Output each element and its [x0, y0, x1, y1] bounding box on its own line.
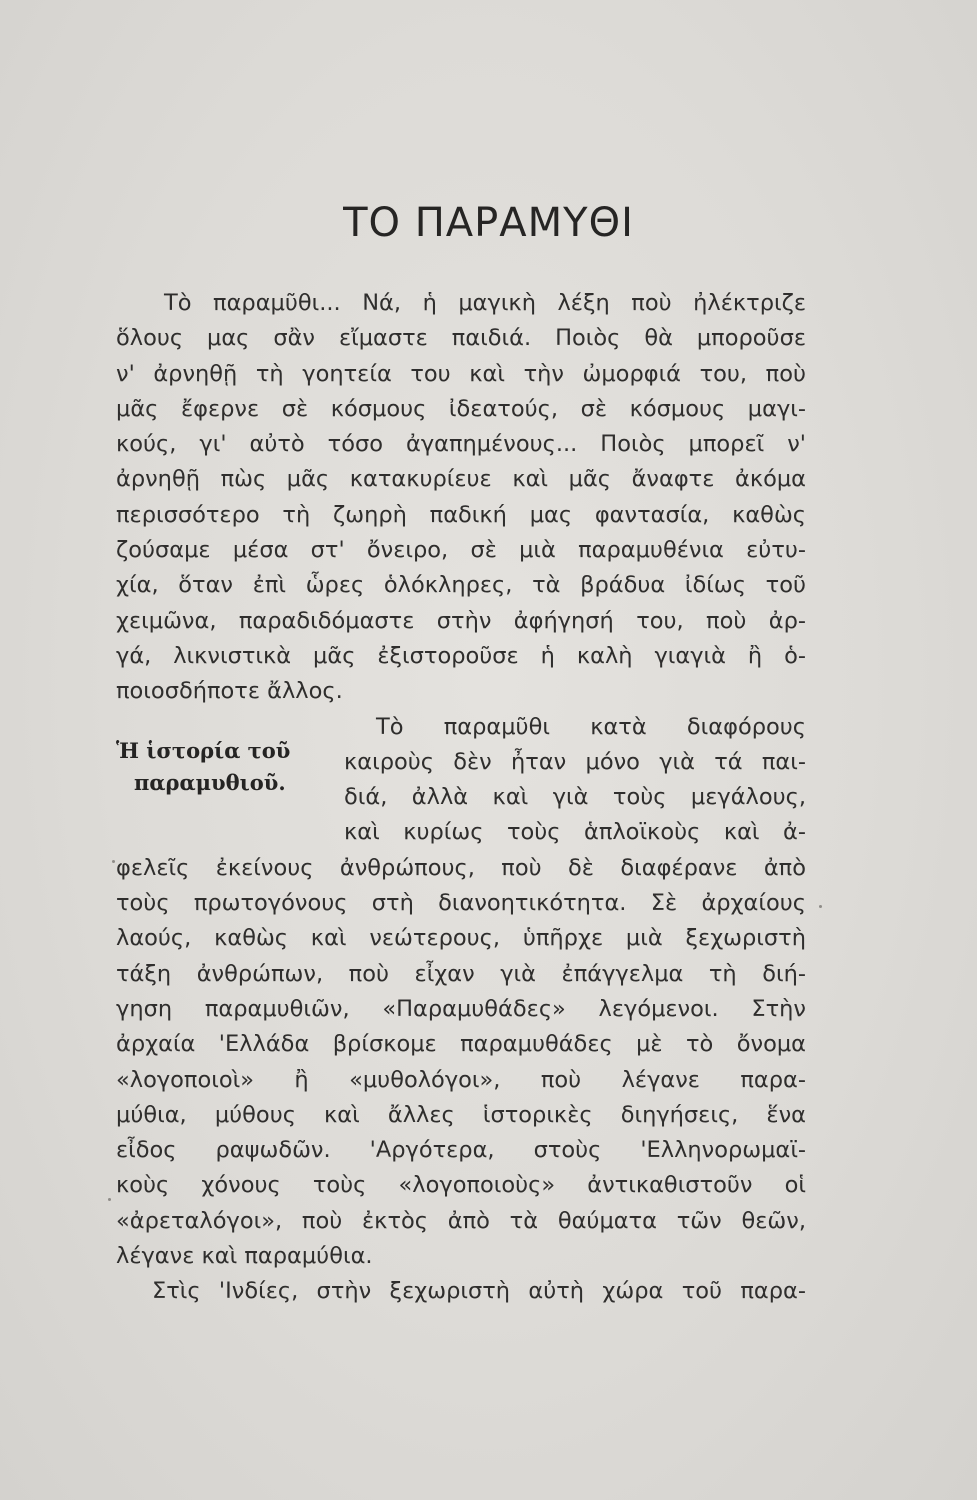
text-line: «λογοποιοὶ» ἢ «μυθολόγοι», ποὺ λέγανε παρα-	[116, 1066, 806, 1093]
chapter-title: ΤΟ ΠΑΡΑΜΥΘΙ	[343, 200, 634, 246]
text-line: ποιοσδήποτε ἄλλος.	[116, 678, 343, 705]
text-line: τάξη ἀνθρώπων, ποὺ εἶχαν γιὰ ἐπάγγελμα τὴ διή-	[116, 960, 806, 987]
text-line: κούς, γι' αὐτὸ τόσο ἀγαπημένους... Ποιὸς μπορεῖ ν'	[116, 431, 806, 458]
text-line: καὶ κυρίως τοὺς ἁπλοϊκοὺς καὶ ἀ-	[344, 819, 806, 846]
paper-speck	[819, 905, 822, 908]
text-line: Στὶς 'Ινδίες, στὴν ξεχωριστὴ αὐτὴ χώρα τοῦ παρα-	[152, 1278, 806, 1305]
margin-note-line: Ἡ ἱστορία τοῦ	[116, 738, 291, 763]
text-line: Τὸ παραμῦθι κατὰ διαφόρους	[376, 713, 806, 740]
margin-note-line: παραμυθιοῦ.	[134, 770, 286, 795]
text-line: γά, λικνιστικὰ μᾶς ἐξιστοροῦσε ἡ καλὴ γιαγιὰ ἢ ὁ-	[116, 642, 806, 669]
text-line: λέγανε καὶ παραμύθια.	[116, 1243, 373, 1270]
text-line: λαούς, καθὼς καὶ νεώτερους, ὑπῆρχε μιὰ ξεχωριστὴ	[116, 925, 806, 952]
text-line: φελεῖς ἐκείνους ἀνθρώπους, ποὺ δὲ διαφέρανε ἀπὸ	[116, 854, 806, 881]
text-line: Τὸ παραμῦθι... Νά, ἡ μαγικὴ λέξη ποὺ ἠλέκτριζε	[164, 290, 806, 316]
paper-speck	[112, 860, 115, 863]
text-line: ἀρνηθῇ πὼς μᾶς κατακυρίευε καὶ μᾶς ἄναφτε ἀκόμα	[116, 466, 806, 493]
text-line: διά, ἀλλὰ καὶ γιὰ τοὺς μεγάλους,	[344, 784, 806, 811]
paper-speck	[108, 1198, 111, 1201]
text-line: «ἀρεταλόγοι», ποὺ ἐκτὸς ἀπὸ τὰ θαύματα τῶν θεῶν,	[116, 1207, 806, 1234]
text-line: κοὺς χόνους τοὺς «λογοποιοὺς» ἀντικαθιστοῦν οἱ	[116, 1172, 806, 1199]
text-line: ν' ἀρνηθῇ τὴ γοητεία του καὶ τὴν ὠμορφιά του, ποὺ	[116, 360, 806, 387]
text-line: ἀρχαία 'Ελλάδα βρίσκομε παραμυθάδες μὲ τὸ ὄνομα	[116, 1031, 806, 1058]
text-line: μύθια, μύθους καὶ ἄλλες ἱστορικὲς διηγήσεις, ἕνα	[116, 1101, 806, 1128]
body-text	[116, 286, 806, 1310]
text-line: περισσότερο τὴ ζωηρὴ παδική μας φαντασία, καθὼς	[116, 501, 806, 528]
text-line: χία, ὅταν ἐπὶ ὧρες ὁλόκληρες, τὰ βράδυα ἰδίως τοῦ	[116, 572, 806, 599]
text-line: ὅλους μας σἂν εἴμαστε παιδιά. Ποιὸς θὰ μποροῦσε	[116, 325, 806, 352]
text-line: χειμῶνα, παραδιδόμαστε στὴν ἀφήγησή του, ποὺ ἀρ-	[116, 607, 806, 634]
text-line: εἶδος ραψωδῶν. 'Αργότερα, στοὺς 'Ελληνορωμαϊ-	[116, 1137, 806, 1164]
text-line: ζούσαμε μέσα στ' ὄνειρο, σὲ μιὰ παραμυθένια εὐτυ-	[116, 537, 806, 564]
text-line: μᾶς ἔφερνε σὲ κόσμους ἰδεατούς, σὲ κόσμους μαγι-	[116, 395, 806, 422]
text-line: γηση παραμυθιῶν, «Παραμυθάδες» λεγόμενοι. Στὴν	[116, 995, 806, 1022]
text-line: τοὺς πρωτογόνους στὴ διανοητικότητα. Σὲ ἀρχαίους	[116, 890, 806, 917]
text-line: καιροὺς δὲν ἦταν μόνο γιὰ τά παι-	[344, 748, 806, 775]
